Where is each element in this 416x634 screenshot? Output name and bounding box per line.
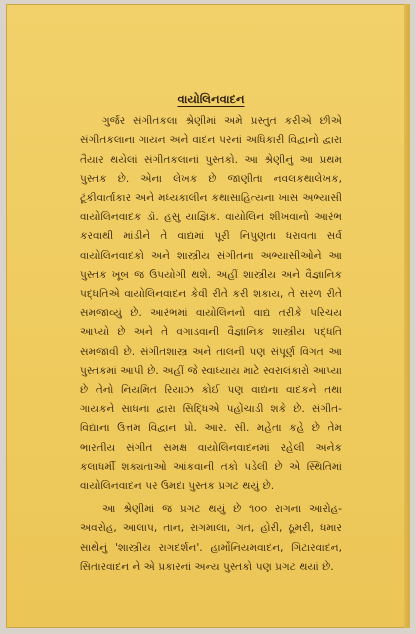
cover-edge xyxy=(404,4,410,628)
blurb-title-text: વાયોલિનવાદન xyxy=(177,92,245,106)
blurb-paragraph-2: આ શ્રેણીમાં જ પ્રગટ થયું છે ૧૦૦ રાગના આરોહ-અવરોહ, આલાપ, તાન, રાગમાલા, ગત, હોરી, ઠૂમરી, ધમાર સાથેનું 'શાસ્ત્રીય રાગદર્શન'. હાર્મોનિયમવાદન, ગિટારવાદન, સિતારવાદન ને એ પ્રકારનાં અન્ય પુસ્તકો પણ પ્રગટ થયાં છે. xyxy=(80,503,342,573)
blurb-text-block xyxy=(80,90,342,577)
blurb-paragraph-1: ગુર્જર સંગીતકલા શ્રેણીમાં અમે પ્રસ્તુત કરીએ છીએ સંગીતકલાના ગાયન અને વાદન પરનાં અધિકારી વિદ્વાનો દ્વારા તૈયાર થયેલાં સંગીતકલાનાં પુસ્તકો. આ શ્રેણીનું આ પ્રથમ પુસ્તક છે. એના લેખક છે જાણીતા નવલકથાલેખક, ટૂંકીવાર્તાકાર અને મધ્યકાલીન કથાસાહિત્યના ખાસ અભ્યાસી વાયોલિનવાદક ડૉ. હસુ યાજ્ઞિક. વાયોલિન શીખવાનો આરંભ કરવાથી માંડીને તે વાદ્યમાં પૂરી નિપુણતા ધરાવતા સર્વ વાયોલિનવાદકો અને શાસ્ત્રીય સંગીતના અભ્યાસીઓને આ પુસ્તક ખૂબ જ ઉપયોગી થશે. અહીં શાસ્ત્રીય અને વૈજ્ઞાનિક પદ્ધતિએ વાયોલિનવાદન કેવી રીતે કરી શકાય, તે સરળ રીતે સમજાવ્યું છે. આરંભમાં વાયોલિનનો વાદ્ય તરીકે પરિચય આપ્યો છે અને તે વગાડવાની વૈજ્ઞાનિક શાસ્ત્રીય પદ્ધતિ સમજાવી છે. સંગીતશાસ્ત્ર અને તાલની પણ સંપૂર્ણ વિગત આ પુસ્તકમાં આપી છે. અહીં જે સ્વાધ્યાય માટે સ્વરાલંકારો આપ્યા છે તેનો નિયમિત રિયાઝ કોઈ પણ વાદ્યના વાદકને તથા ગાયકને સાધના દ્વારા સિદ્ધિએ પહોંચાડી શકે છે. સંગીત-વિદ્યાના ઉત્તમ વિદ્વાન પ્રો. આર. સી. મહેતા કહે છે તેમ ભારતીય સંગીત સમક્ષ વાયોલિનવાદનમાં રહેલી અનેક કલાધર્મી શક્યતાઓ આંકવાની તકો પડેલી છે એ સ્થિતિમાં વાયોલિનવાદન પર ઉમદા પુસ્તક પ્રગટ થયું છે. xyxy=(80,115,342,493)
blurb-title xyxy=(80,90,342,109)
book-back-cover xyxy=(6,4,410,628)
